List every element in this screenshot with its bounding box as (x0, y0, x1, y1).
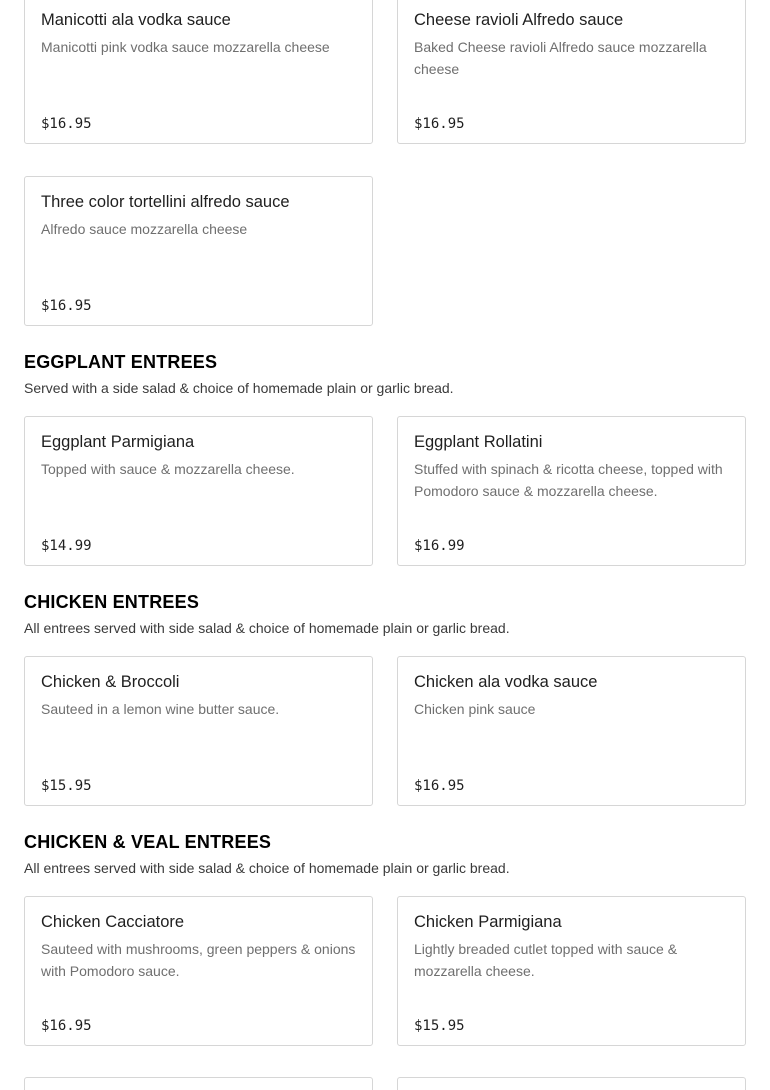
menu-item-description: Stuffed with spinach & ricotta cheese, topped with Pomodoro sauce & mozzarella cheese. (414, 461, 723, 499)
menu-item-card[interactable] (397, 656, 746, 806)
menu-item-price: $15.95 (41, 778, 92, 794)
menu-item-price: $16.99 (414, 538, 465, 554)
menu-item-description: Sauteed with mushrooms, green peppers & onions with Pomodoro sauce. (41, 941, 356, 979)
menu-item-card[interactable] (397, 896, 746, 1046)
menu-item-card[interactable] (397, 416, 746, 566)
menu-item-price: $16.95 (414, 116, 465, 132)
section-subtitle-chicken-veal: All entrees served with side salad & choice of homemade plain or garlic bread. (24, 860, 510, 876)
menu-item-description: Sauteed in a lemon wine butter sauce. (41, 701, 280, 717)
menu-item-name: Chicken Parmigiana (414, 913, 562, 931)
menu-item-description: Chicken pink sauce (414, 701, 536, 717)
menu-item-name: Cheese ravioli Alfredo sauce (414, 11, 624, 29)
menu-item-description: Baked Cheese ravioli Alfredo sauce mozzarella cheese (414, 39, 707, 77)
menu-item-description: Lightly breaded cutlet topped with sauce & mozzarella cheese. (414, 941, 678, 979)
menu-item-card[interactable] (24, 176, 373, 326)
menu-item-card[interactable] (24, 656, 373, 806)
menu-item-name: Three color tortellini alfredo sauce (41, 193, 290, 211)
menu-item-card[interactable] (397, 0, 746, 144)
menu-item-name: Chicken & Broccoli (41, 673, 180, 691)
menu-item-name: Eggplant Parmigiana (41, 433, 195, 451)
menu-item-description: Manicotti pink vodka sauce mozzarella cheese (41, 39, 330, 55)
menu-item-price: $14.99 (41, 538, 92, 554)
menu-item-name: Eggplant Rollatini (414, 433, 543, 451)
menu-item-card[interactable] (24, 1077, 373, 1090)
section-subtitle-chicken: All entrees served with side salad & choice of homemade plain or garlic bread. (24, 620, 510, 636)
menu-item-name: Manicotti ala vodka sauce (41, 11, 231, 29)
section-title-eggplant: EGGPLANT ENTREES (24, 352, 218, 372)
section-title-chicken-veal: CHICKEN & VEAL ENTREES (24, 832, 272, 852)
menu-item-card[interactable] (24, 416, 373, 566)
menu-item-card[interactable] (24, 896, 373, 1046)
menu-item-name: Chicken Cacciatore (41, 913, 185, 931)
section-subtitle-eggplant: Served with a side salad & choice of homemade plain or garlic bread. (24, 380, 454, 396)
menu-item-card[interactable] (24, 0, 373, 144)
menu-item-price: $16.95 (41, 116, 92, 132)
menu-item-price: $16.95 (414, 778, 465, 794)
menu-item-price: $16.95 (41, 298, 92, 314)
menu-item-price: $16.95 (41, 1018, 92, 1034)
section-title-chicken: CHICKEN ENTREES (24, 592, 200, 612)
menu-item-description: Topped with sauce & mozzarella cheese. (41, 461, 295, 477)
menu-item-card[interactable] (397, 1077, 746, 1090)
menu-item-description: Alfredo sauce mozzarella cheese (41, 221, 248, 237)
menu-item-price: $15.95 (414, 1018, 465, 1034)
menu-item-name: Chicken ala vodka sauce (414, 673, 598, 691)
